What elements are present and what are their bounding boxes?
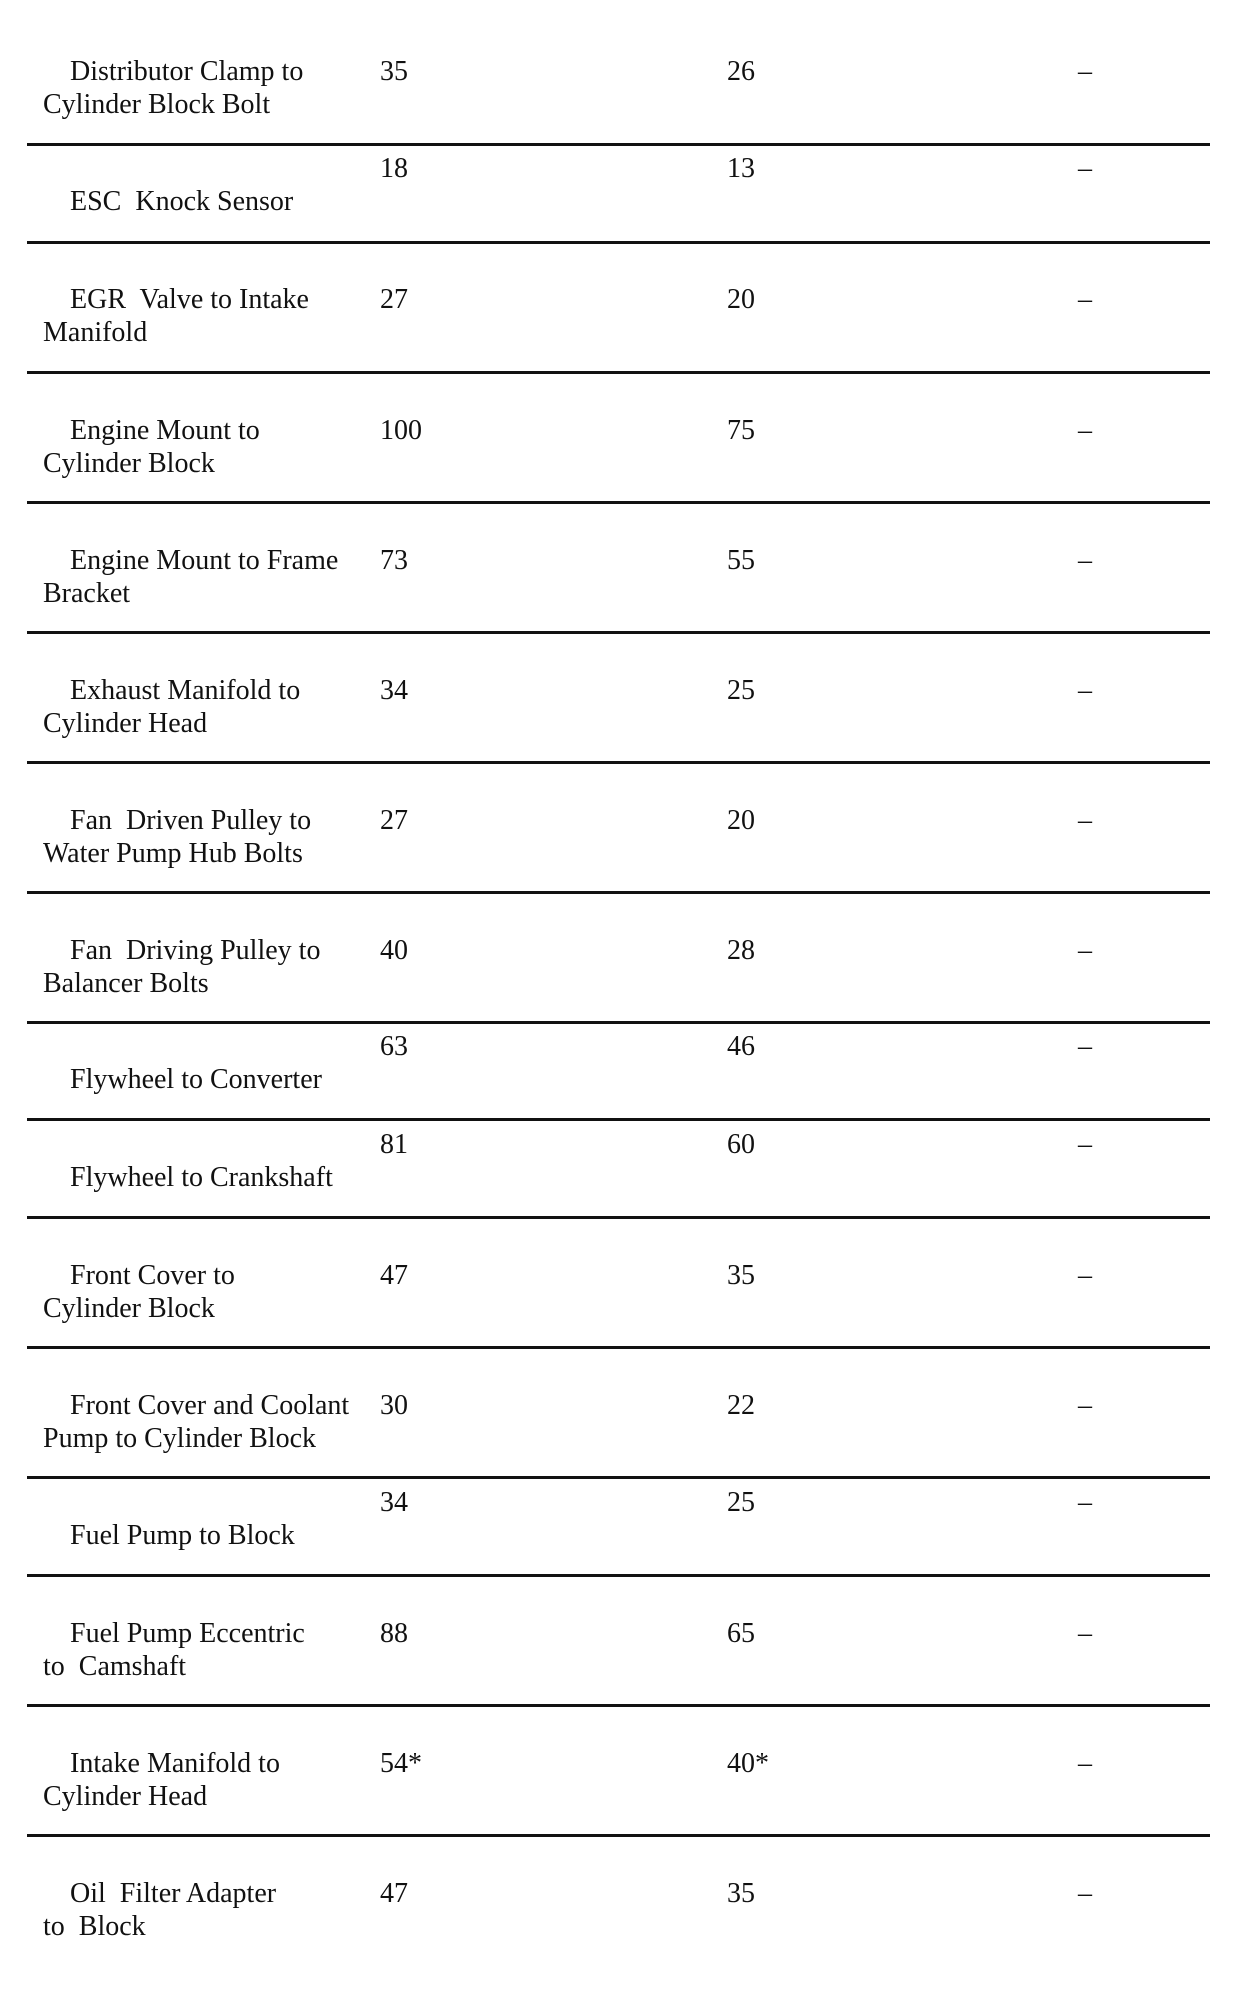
torque-lbin-value: –: [1078, 284, 1092, 315]
fastener-description-line: Cylinder Block: [43, 448, 215, 479]
fastener-description: [28, 1030, 373, 1129]
fastener-description-line: Fuel Pump to Block: [70, 1520, 295, 1551]
torque-lbft-value: 35: [727, 1260, 755, 1291]
fastener-description-line: EGR Valve to Intake: [70, 284, 309, 315]
fastener-description-line: Cylinder Block Bolt: [43, 89, 271, 120]
row-divider: [27, 1574, 1210, 1577]
torque-lbin-value: –: [1078, 415, 1092, 446]
torque-lbft-value: 20: [727, 805, 755, 836]
row-divider: [27, 371, 1210, 374]
row-divider: [27, 1216, 1210, 1219]
row-divider: [27, 1834, 1210, 1837]
row-divider: [27, 501, 1210, 504]
torque-nm-value: 47: [380, 1878, 408, 1909]
torque-lbin-value: –: [1078, 935, 1092, 966]
torque-lbft-value: 40*: [727, 1748, 769, 1779]
fastener-description-line: to Block: [43, 1911, 146, 1942]
torque-lbft-value: 25: [727, 675, 755, 706]
torque-lbft-value: 75: [727, 415, 755, 446]
torque-nm-value: 35: [380, 56, 408, 87]
row-divider: [27, 1021, 1210, 1024]
torque-nm-value: 88: [380, 1618, 408, 1649]
row-divider: [27, 1704, 1210, 1707]
torque-lbft-value: 60: [727, 1129, 755, 1160]
row-divider: [27, 1346, 1210, 1349]
fastener-description-line: Flywheel to Crankshaft: [70, 1162, 333, 1193]
fastener-description-line: Exhaust Manifold to: [70, 675, 301, 706]
torque-lbft-value: 28: [727, 935, 755, 966]
fastener-description-line: Water Pump Hub Bolts: [43, 838, 303, 869]
row-divider: [27, 143, 1210, 146]
torque-nm-value: 27: [380, 805, 408, 836]
fastener-description-line: Intake Manifold to: [70, 1748, 280, 1779]
fastener-description-line: Cylinder Head: [43, 708, 208, 739]
torque-lbin-value: –: [1078, 1390, 1092, 1421]
fastener-description-line: Fan Driving Pulley to: [70, 935, 321, 966]
fastener-description-line: Cylinder Block: [43, 1293, 215, 1324]
fastener-description-line: Manifold: [43, 317, 148, 348]
torque-lbin-value: –: [1078, 1748, 1092, 1779]
torque-nm-value: 81: [380, 1129, 408, 1160]
fastener-description-line: Cylinder Head: [43, 1781, 208, 1812]
torque-lbin-value: –: [1078, 1260, 1092, 1291]
fastener-description-line: ESC Knock Sensor: [70, 186, 294, 217]
torque-lbin-value: –: [1078, 675, 1092, 706]
torque-lbin-value: –: [1078, 1031, 1092, 1062]
row-divider: [27, 241, 1210, 244]
fastener-description-line: Fan Driven Pulley to: [70, 805, 312, 836]
fastener-description-line: Front Cover to: [70, 1260, 235, 1291]
torque-nm-value: 34: [380, 675, 408, 706]
torque-lbft-value: 25: [727, 1487, 755, 1518]
torque-lbin-value: –: [1078, 153, 1092, 184]
torque-lbft-value: 65: [727, 1618, 755, 1649]
fastener-description-line: Flywheel to Converter: [70, 1064, 322, 1095]
row-divider: [27, 891, 1210, 894]
torque-lbft-value: 26: [727, 56, 755, 87]
torque-lbin-value: –: [1078, 56, 1092, 87]
torque-lbft-value: 55: [727, 545, 755, 576]
row-divider: [27, 631, 1210, 634]
torque-lbin-value: –: [1078, 1618, 1092, 1649]
fastener-description-line: Oil Filter Adapter: [70, 1878, 277, 1909]
fastener-description: [28, 152, 373, 251]
fastener-description-line: Front Cover and Coolant: [70, 1390, 350, 1421]
torque-nm-value: 30: [380, 1390, 408, 1421]
fastener-description: [28, 1844, 373, 2009]
torque-lbin-value: –: [1078, 545, 1092, 576]
fastener-description: [28, 1128, 373, 1227]
torque-nm-value: 18: [380, 153, 408, 184]
fastener-description: [28, 1486, 373, 1585]
fastener-description-line: Pump to Cylinder Block: [43, 1423, 316, 1454]
fastener-description-line: Engine Mount to: [70, 415, 260, 446]
torque-lbin-value: –: [1078, 1487, 1092, 1518]
torque-lbin-value: –: [1078, 1878, 1092, 1909]
torque-lbin-value: –: [1078, 805, 1092, 836]
torque-nm-value: 27: [380, 284, 408, 315]
fastener-description-line: Engine Mount to Frame: [70, 545, 339, 576]
row-divider: [27, 1476, 1210, 1479]
row-divider: [27, 761, 1210, 764]
fastener-description-line: to Camshaft: [43, 1651, 187, 1682]
torque-nm-value: 34: [380, 1487, 408, 1518]
fastener-description-line: Balancer Bolts: [43, 968, 209, 999]
torque-nm-value: 54*: [380, 1748, 422, 1779]
torque-lbin-value: –: [1078, 1129, 1092, 1160]
torque-lbft-value: 46: [727, 1031, 755, 1062]
torque-lbft-value: 13: [727, 153, 755, 184]
torque-nm-value: 73: [380, 545, 408, 576]
torque-nm-value: 40: [380, 935, 408, 966]
torque-lbft-value: 20: [727, 284, 755, 315]
torque-nm-value: 100: [380, 415, 422, 446]
torque-nm-value: 47: [380, 1260, 408, 1291]
fastener-description-line: Bracket: [43, 578, 131, 609]
torque-lbft-value: 22: [727, 1390, 755, 1421]
torque-nm-value: 63: [380, 1031, 408, 1062]
fastener-description-line: Distributor Clamp to: [70, 56, 304, 87]
row-divider: [27, 1118, 1210, 1121]
fastener-description-line: Fuel Pump Eccentric: [70, 1618, 305, 1649]
torque-lbft-value: 35: [727, 1878, 755, 1909]
